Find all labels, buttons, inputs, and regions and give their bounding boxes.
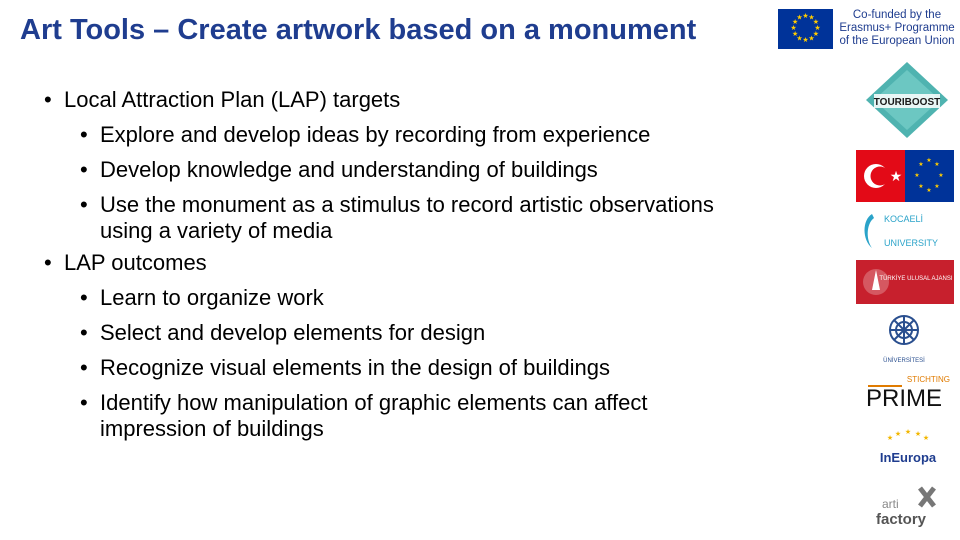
svg-text:★: ★ [814,25,821,32]
sub-bullet-item [40,280,840,315]
turkish-national-agency-logo [856,260,954,304]
svg-text:★: ★ [894,431,902,438]
bullet-icon: • [44,250,52,275]
svg-text:★: ★ [808,35,815,43]
kocaeli-text-1: KOCAELİ [884,214,924,224]
svg-text:★: ★ [904,429,912,436]
necmettin-university-logo [872,310,936,366]
svg-text:★: ★ [812,19,820,26]
prime-text: PRIME [866,385,943,410]
svg-text:★: ★ [886,435,894,442]
kocaeli-university-logo [860,210,955,252]
svg-text:★: ★ [918,162,924,168]
ulusal-text: TÜRKİYE ULUSAL AJANSI [879,276,953,282]
sub-bullet-continuation [40,415,840,443]
sub-bullet-item [40,315,840,350]
sub-bullet-item [40,350,840,385]
artifactory-bottom-text: factory [876,511,927,528]
svg-text:★: ★ [802,13,809,20]
eu-text-line: of the European Union [839,35,955,47]
bullet-icon: • [44,87,52,112]
svg-text:★: ★ [934,184,940,190]
bullet-icon: • [80,320,88,345]
bullet-icon: • [80,122,88,147]
artifactory-logo [872,484,942,528]
slide-title: Art Tools – Create artwork based on a monument [20,14,697,46]
eu-text-line: Erasmus+ Programme [839,22,955,34]
svg-text:★: ★ [791,31,799,38]
tourboost-text: TOURIBOOST [873,97,941,108]
bullet-item [40,245,840,280]
bullet-text: Explore and develop ideas by recording from experience [100,122,651,147]
bullet-text: Learn to organize work [100,285,324,310]
turkey-eu-flag-logo [856,150,954,202]
svg-text:★: ★ [926,158,932,164]
svg-text:★: ★ [812,31,820,38]
artifactory-top-text: arti [882,497,899,511]
necmettin-text: ÜNİVERSİTESİ [883,358,925,364]
eu-flag-icon [778,9,833,49]
ineuropa-text: InEuropa [879,450,937,465]
svg-text:★: ★ [938,173,944,179]
svg-text:★: ★ [926,188,932,194]
svg-text:★: ★ [914,173,920,179]
tourboost-logo [866,62,948,138]
svg-text:★: ★ [808,14,815,22]
svg-text:★: ★ [934,162,940,168]
svg-text:★: ★ [791,19,799,26]
bullet-icon: • [80,285,88,310]
slide-body [40,82,840,443]
ineuropa-logo [876,428,940,468]
eu-text-line: Co-funded by the [852,9,942,21]
bullet-text: Develop knowledge and understanding of buildings [100,157,598,182]
svg-text:★: ★ [796,14,803,22]
bullet-text: Select and develop elements for design [100,320,486,345]
eu-cofunded-text [838,9,956,48]
svg-text:★: ★ [914,431,922,438]
svg-text:★: ★ [802,37,809,44]
svg-text:★: ★ [918,184,924,190]
bullet-text: Local Attraction Plan (LAP) targets [64,87,401,112]
svg-text:★: ★ [889,168,903,184]
svg-text:★: ★ [796,35,803,43]
sub-bullet-continuation [40,217,840,245]
stichting-prime-logo [862,372,950,410]
bullet-icon: • [80,157,88,182]
bullet-icon: • [80,192,88,217]
bullet-icon: • [80,390,88,415]
bullet-item [40,82,840,117]
svg-text:★: ★ [790,25,797,32]
bullet-text: LAP outcomes [64,250,207,275]
kocaeli-text-2: UNIVERSITY [884,238,939,248]
bullet-text: impression of buildings [100,416,324,441]
sub-bullet-item [40,117,840,152]
prime-top-text: STICHTING [906,375,950,384]
bullet-text: Recognize visual elements in the design of buildings [100,355,610,380]
bullet-text: Use the monument as a stimulus to record artistic observations [100,192,714,217]
bullet-text: Identify how manipulation of graphic elements can affect [100,390,648,415]
svg-text:★: ★ [922,435,930,442]
sub-bullet-item [40,152,840,187]
bullet-text: using a variety of media [100,218,333,243]
bullet-icon: • [80,355,88,380]
